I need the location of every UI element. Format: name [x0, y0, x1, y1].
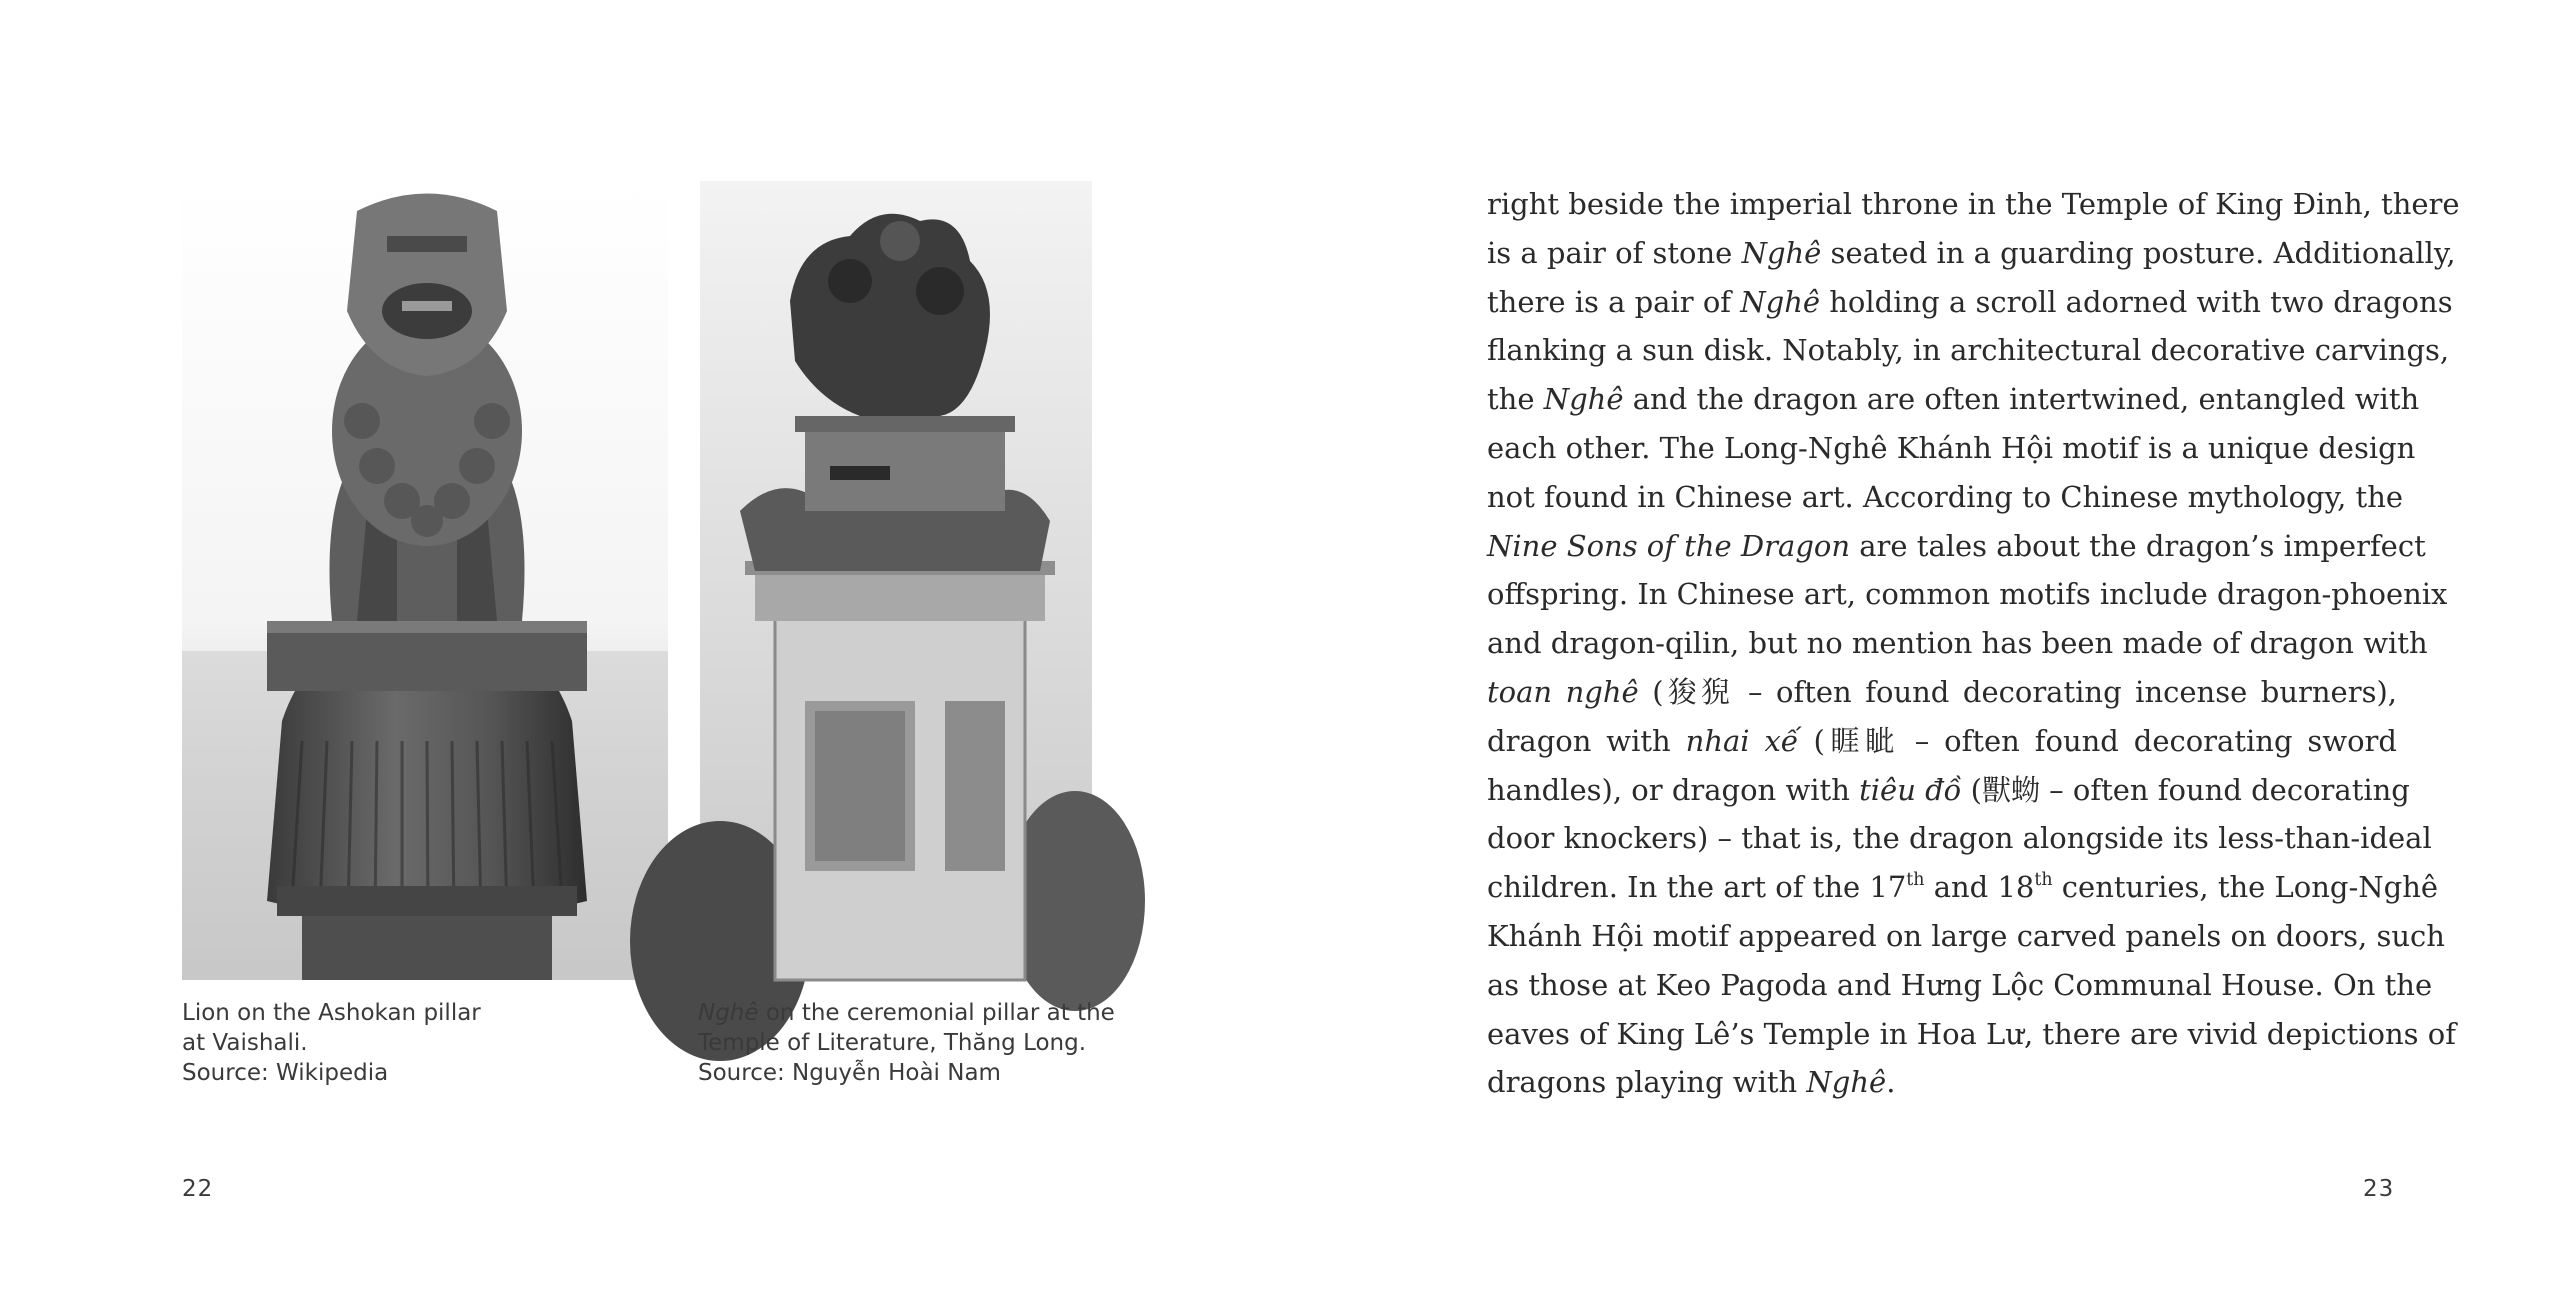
text-line — [1487, 326, 2450, 375]
ordinal-suffix: th — [1906, 869, 1925, 890]
italic-term: tiêu đồ — [1859, 772, 1962, 807]
caption-line: Temple of Literature, Thăng Long. — [698, 1030, 1087, 1056]
text-run: flanking a sun disk. Notably, in architectural decorative carvings, — [1487, 333, 2450, 368]
text-line — [1487, 278, 2453, 327]
italic-term: Nghê — [1740, 284, 1821, 319]
text-run: not found in Chinese art. According to Chinese mythology, the — [1487, 479, 2404, 514]
page-number-left: 22 — [182, 1176, 214, 1202]
text-run: and the dragon are often intertwined, entangled with — [1623, 382, 2420, 417]
text-line — [1487, 717, 2397, 766]
nghe-photo-caption — [698, 998, 1118, 1088]
text-run: and 18 — [1924, 870, 2035, 905]
text-run: seated in a guarding posture. Additionally, — [1821, 235, 2456, 270]
text-run: each other. The Long-Nghê Khánh Hội motif is a unique design — [1487, 430, 2416, 465]
text-run: Khánh Hội motif appeared on large carved panels on doors, such — [1487, 918, 2445, 953]
text-run: dragon with — [1487, 723, 1686, 758]
caption-line — [698, 998, 1118, 1028]
text-line — [1487, 863, 2439, 912]
caption-text: on the ceremonial pillar at the — [758, 1000, 1115, 1026]
text-run: the — [1487, 382, 1544, 417]
caption-source: Source: Wikipedia — [182, 1060, 389, 1086]
text-run: handles), or dragon with — [1487, 772, 1860, 807]
text-line — [1487, 668, 2397, 717]
italic-term: Nine Sons of the Dragon — [1487, 528, 1851, 563]
text-line — [1487, 229, 2456, 278]
text-run: and dragon-qilin, but no mention has been made of dragon with — [1487, 626, 2428, 661]
text-line — [1487, 375, 2420, 424]
text-run: there is a pair of — [1487, 284, 1741, 319]
caption-line: at Vaishali. — [182, 1030, 308, 1056]
text-line — [1487, 522, 2426, 571]
caption-line: Lion on the Ashokan pillar — [182, 1000, 481, 1026]
text-run: right beside the imperial throne in the Temple of King Đinh, there — [1487, 187, 2460, 221]
text-line — [1487, 473, 2404, 522]
nghe-pillar-image — [700, 181, 1092, 980]
italic-term: Nghê — [1741, 235, 1822, 270]
nghe-pillar-photo — [700, 181, 1092, 980]
text-run: are tales about the dragon’s imperfect — [1850, 528, 2426, 563]
ordinal-suffix: th — [2034, 869, 2053, 890]
text-run: holding a scroll adorned with two dragons — [1820, 284, 2453, 319]
text-line — [1487, 912, 2445, 961]
italic-term: toan nghê — [1487, 674, 1639, 709]
caption-source: Source: Nguyễn Hoài Nam — [698, 1060, 1001, 1086]
text-line — [1487, 619, 2428, 668]
italic-term: nhai xế — [1685, 723, 1799, 758]
text-run: children. In the art of the 17 — [1487, 870, 1907, 905]
text-run: (獸蚴 – often found decorating — [1961, 772, 2410, 807]
italic-term: Nghê — [1543, 382, 1624, 417]
text-line — [1487, 570, 2448, 619]
text-run: centuries, the Long-Nghê — [2052, 870, 2439, 905]
text-line — [1487, 180, 2460, 229]
page-number-right: 23 — [2363, 1176, 2395, 1202]
text-run: (睚眦 – often found decorating sword — [1798, 723, 2397, 758]
text-line — [1487, 424, 2416, 473]
text-run: eaves of King Lê’s Temple in Hoa Lư, there are vivid depictions of — [1487, 1016, 2456, 1051]
text-run: offspring. In Chinese art, common motifs include dragon-phoenix — [1487, 577, 2448, 612]
text-line — [1487, 961, 2433, 1010]
text-line — [1487, 814, 2432, 863]
lion-photo-caption — [182, 998, 662, 1088]
text-line — [1487, 766, 2410, 815]
text-run: door knockers) – that is, the dragon alongside its less-than-ideal — [1487, 821, 2432, 856]
text-run: is a pair of stone — [1487, 235, 1742, 270]
text-run: dragons playing with — [1487, 1065, 1807, 1100]
italic-term: Nghê — [1806, 1065, 1887, 1100]
lion-pillar-image — [182, 181, 668, 980]
text-run: (狻猊 – often found decorating incense burners), — [1638, 674, 2398, 709]
text-run: as those at Keo Pagoda and Hưng Lộc Communal House. On the — [1487, 967, 2433, 1002]
text-run: . — [1886, 1065, 1896, 1100]
text-line — [1487, 1010, 2456, 1059]
lion-pillar-photo — [182, 181, 668, 980]
body-paragraph — [1487, 180, 2460, 1107]
text-line — [1487, 1058, 2397, 1107]
caption-italic-term: Nghê — [698, 1000, 759, 1026]
